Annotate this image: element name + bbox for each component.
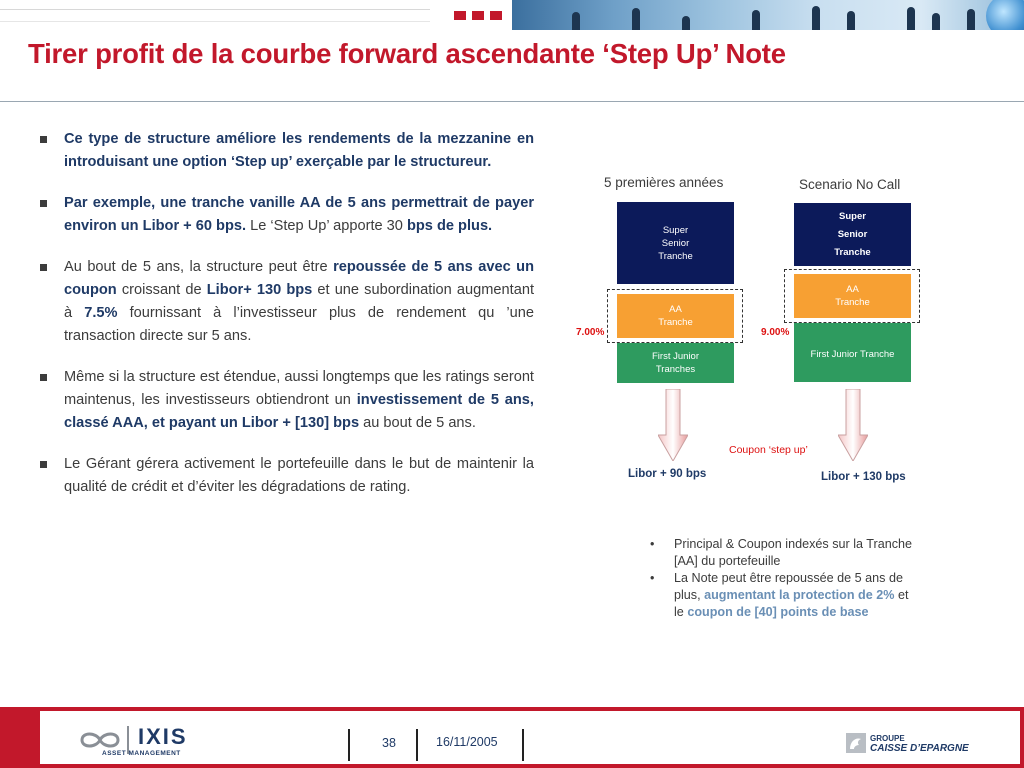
text-segment: fournissant à l’investisseur plus de rendement qu ’une transaction directe sur 5 ans. [64,305,535,344]
header-square-1 [454,11,466,20]
text-segment: Même si la structure est étendue, aussi longtemps que les ratings seront maintenus, les investisseurs obtiendront un [64,369,534,408]
left-column-heading: 5 premières années [604,175,724,190]
footer-separator-2 [416,729,418,761]
caisse-epargne-squirrel-icon [846,733,866,753]
page-number: 38 [382,736,396,750]
text-segment: Le Gérant gérera activement le portefeuille dans le but de maintenir la qualité de crédit et d’éviter les dégradations de rating. [64,456,534,495]
right-aa-tranche: AA Tranche [794,274,911,318]
coupon-step-up-label: Coupon ‘step up’ [729,444,808,456]
bullet-item [40,128,534,174]
text-segment: Libor+ 130 bps [206,282,313,298]
header-rule-top [0,9,430,10]
right-down-arrow-icon [838,389,868,461]
caisse-epargne-label: CAISSE D’EPARGNE [870,743,969,754]
bullet-item [40,256,534,348]
bullet-marker [40,374,47,381]
header-square-2 [472,11,484,20]
bullet-marker [40,136,47,143]
ixis-logo-name: IXIS [138,724,188,749]
group-label: GROUPE [870,734,905,743]
footer-date: 16/11/2005 [436,735,498,749]
text-segment: Le ‘Step Up’ apporte 30 [246,218,407,234]
left-aa-tranche: AA Tranche [617,294,734,338]
footer-separator-1 [348,729,350,761]
note-item [650,536,915,570]
text-segment: et une subordination augmentant à [64,282,534,321]
header-square-3 [490,11,502,20]
bullet-list [40,128,534,517]
left-first-junior-tranche: First Junior Tranches [617,343,734,383]
ixis-logo-subtitle: ASSET MANAGEMENT [102,750,181,757]
title-divider [0,101,1024,102]
bullet-item [40,192,534,238]
header-photo-banner [512,0,1024,30]
text-segment: La Note peut être repoussée de 5 ans de plus, [674,571,903,602]
right-result-label: Libor + 130 bps [821,471,906,483]
text-segment: repoussée de 5 ans avec un coupon [64,259,534,298]
text-segment: et le [674,588,909,619]
text-segment: Par exemple, une tranche vanille AA de 5 ans permettrait de payer environ un Libor + 60 bps. [64,195,534,234]
text-segment: Ce type de structure améliore les rendements de la mezzanine en introduisant une option ‘Step up’ exerçable par le structureur. [64,131,534,170]
note-dot: • [650,571,655,585]
right-super-senior-tranche: Super Senior Tranche [794,203,911,266]
text-segment: augmentant la protection de 2% [704,588,895,602]
bullet-item [40,453,534,499]
text-segment: Principal & Coupon indexés sur la Tranche [AA] du portefeuille [674,537,913,568]
left-down-arrow-icon [658,389,688,461]
text-segment: bps de plus. [406,218,493,234]
text-segment: coupon de [40] points de base [687,605,869,619]
text-segment: croissant de [116,282,207,298]
ixis-infinity-icon [78,729,122,751]
header-rule-bottom [0,21,430,22]
right-first-junior-tranche: First Junior Tranche [794,323,911,382]
text-segment: au bout de 5 ans. [359,415,476,431]
text-segment: 7.5% [84,305,118,321]
footer-panel [40,711,1020,764]
bullet-marker [40,264,47,271]
footer-separator-3 [522,729,524,761]
left-percentage: 7.00% [576,327,605,338]
bullet-marker [40,200,47,207]
note-item [650,570,915,621]
page-title: Tirer profit de la courbe forward ascendante ‘Step Up’ Note [28,38,786,69]
bullet-marker [40,461,47,468]
notes-list [650,536,915,621]
right-percentage: 9.00% [761,327,790,338]
left-super-senior-tranche: Super Senior Tranche [617,202,734,284]
text-segment: Au bout de 5 ans, la structure peut être [64,259,334,275]
note-dot: • [650,537,655,551]
right-column-heading: Scenario No Call [799,177,901,192]
bullet-item [40,366,534,435]
footer-bar [0,707,1024,768]
left-result-label: Libor + 90 bps [628,468,707,480]
text-segment: investissement de 5 ans, classé AAA, et payant un Libor + [130] bps [64,392,534,431]
